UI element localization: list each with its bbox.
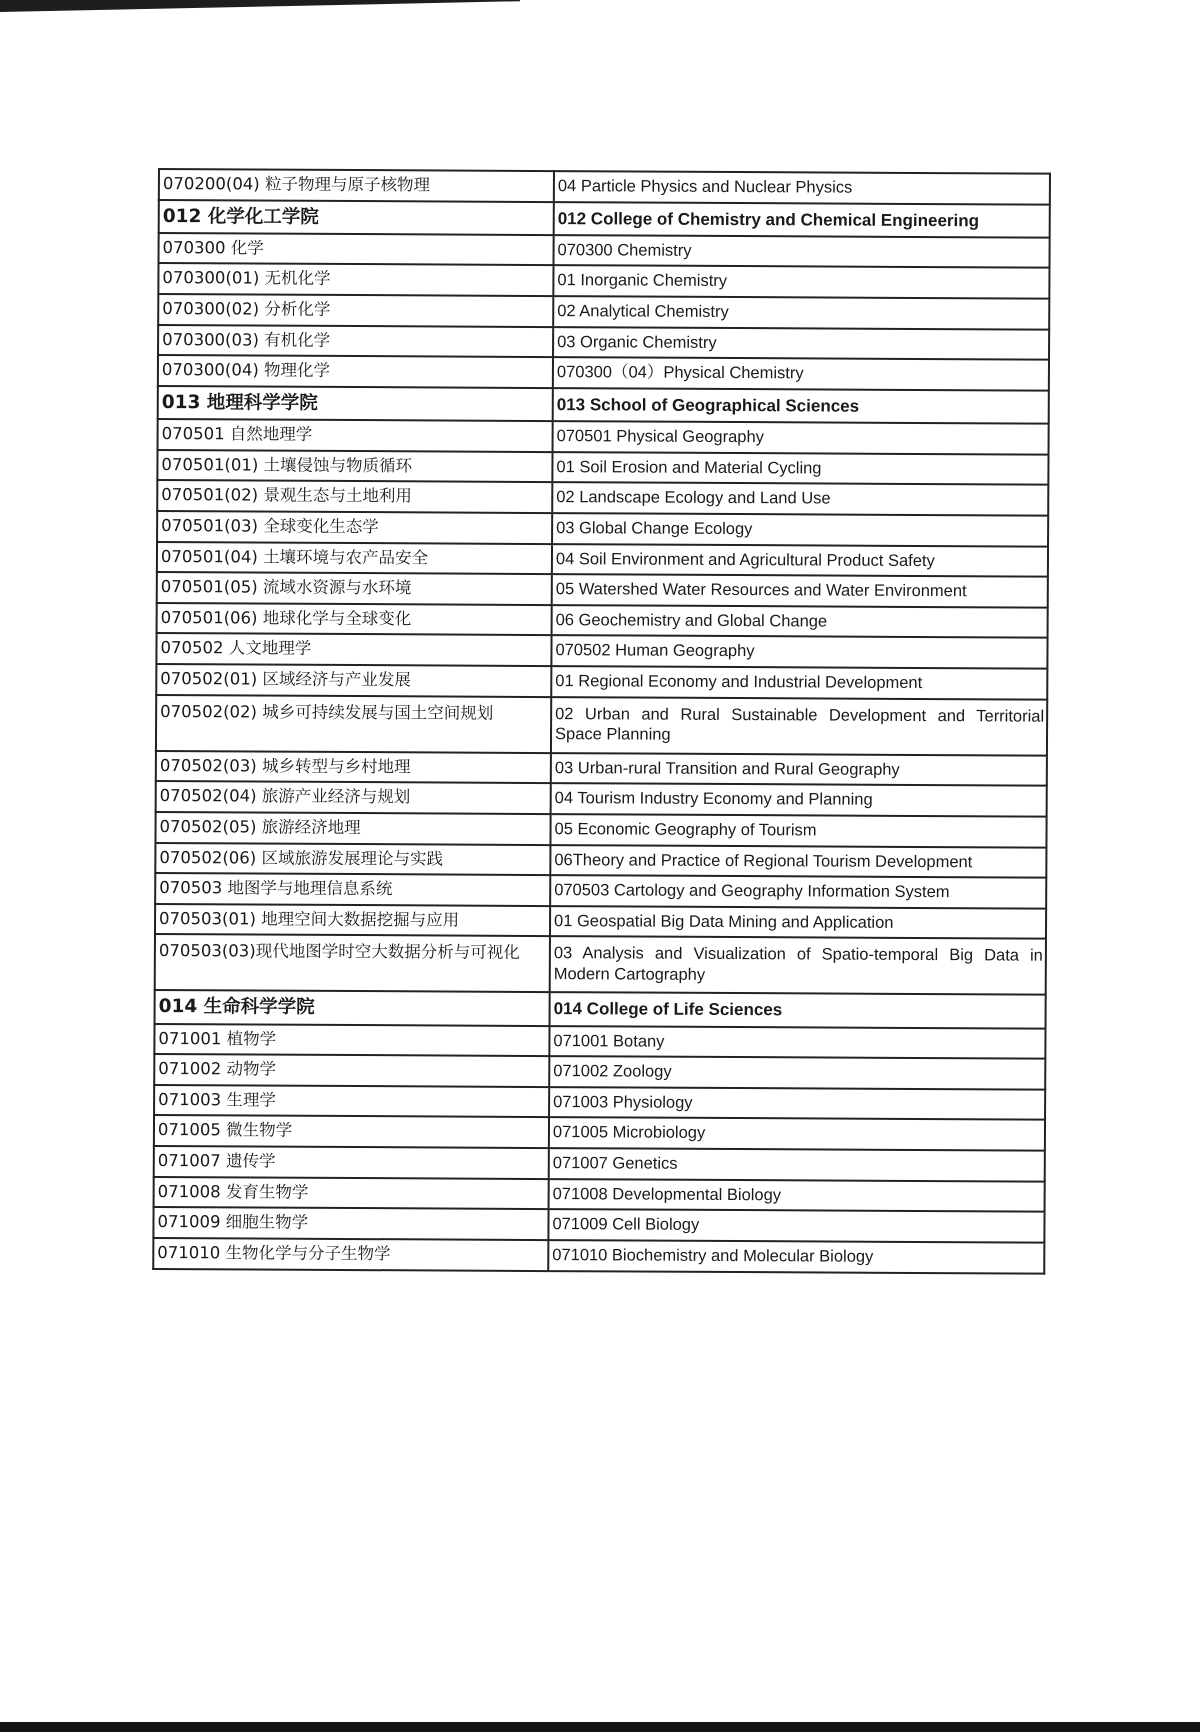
english-name-cell: 01 Geospatial Big Data Mining and Application [550, 906, 1046, 939]
chinese-name-cell: 071009 细胞生物学 [153, 1207, 548, 1240]
chinese-name-cell: 070300 化学 [159, 233, 554, 266]
college-header-row [155, 990, 1046, 1028]
english-name-cell: 014 College of Life Sciences [550, 992, 1046, 1028]
english-name-cell: 071007 Genetics [549, 1148, 1045, 1181]
chinese-name-cell: 070501(04) 土壤环境与农产品安全 [157, 542, 552, 575]
college-header-row [158, 386, 1049, 424]
english-name-cell: 070300（04）Physical Chemistry [553, 357, 1049, 390]
table-row [156, 781, 1047, 816]
table-row [158, 325, 1049, 360]
english-name-cell: 03 Urban-rural Transition and Rural Geography [551, 753, 1047, 786]
program-table [152, 168, 1051, 1274]
english-name-cell: 070502 Human Geography [551, 635, 1047, 668]
table-row [153, 1207, 1044, 1242]
chinese-name-cell: 071010 生物化学与分子生物学 [153, 1238, 548, 1271]
chinese-name-cell: 070200(04) 粒子物理与原子核物理 [159, 169, 554, 202]
english-name-cell: 070300 Chemistry [553, 235, 1049, 268]
scan-edge-bottom [0, 1722, 1200, 1732]
chinese-name-cell: 070300(03) 有机化学 [158, 325, 553, 358]
table-row [155, 812, 1046, 847]
table-row [155, 873, 1046, 908]
english-name-cell: 02 Urban and Rural Sustainable Development and Territorial Space Planning [551, 697, 1047, 756]
table-row [155, 904, 1046, 939]
chinese-name-cell: 070502 人文地理学 [156, 633, 551, 666]
table-row [157, 450, 1048, 485]
table-row [159, 169, 1050, 204]
english-name-cell: 071008 Developmental Biology [549, 1179, 1045, 1212]
college-header-row [159, 200, 1050, 238]
table-row [154, 1177, 1045, 1212]
english-name-cell: 071003 Physiology [549, 1087, 1045, 1120]
table-row [157, 572, 1048, 607]
chinese-name-cell: 070501(03) 全球变化生态学 [157, 511, 552, 544]
english-name-cell: 01 Soil Erosion and Material Cycling [552, 452, 1048, 485]
chinese-name-cell: 070300(01) 无机化学 [158, 263, 553, 296]
chinese-name-cell: 070501(06) 地球化学与全球变化 [157, 603, 552, 636]
english-name-cell: 02 Landscape Ecology and Land Use [552, 482, 1048, 515]
table-row [156, 695, 1047, 756]
table-row [154, 1085, 1045, 1120]
table-row [154, 1023, 1045, 1058]
chinese-name-cell: 070502(04) 旅游产业经济与规划 [156, 781, 551, 814]
chinese-name-cell: 070503(01) 地理空间大数据挖掘与应用 [155, 904, 550, 937]
table-row [154, 1115, 1045, 1150]
english-name-cell: 04 Particle Physics and Nuclear Physics [554, 171, 1050, 204]
english-name-cell: 070501 Physical Geography [553, 421, 1049, 454]
chinese-name-cell: 070501(01) 土壤侵蚀与物质循环 [157, 450, 552, 483]
chinese-name-cell: 012 化学化工学院 [159, 200, 554, 235]
chinese-name-cell: 071005 微生物学 [154, 1115, 549, 1148]
chinese-name-cell: 070502(06) 区域旅游发展理论与实践 [155, 842, 550, 875]
english-name-cell: 03 Global Change Ecology [552, 513, 1048, 546]
chinese-name-cell: 070300(02) 分析化学 [158, 294, 553, 327]
table-row [158, 263, 1049, 298]
chinese-name-cell: 070502(03) 城乡转型与乡村地理 [156, 751, 551, 784]
table-row [156, 664, 1047, 699]
chinese-name-cell: 070502(05) 旅游经济地理 [155, 812, 550, 845]
english-name-cell: 04 Soil Environment and Agricultural Product Safety [552, 544, 1048, 577]
english-name-cell: 03 Analysis and Visualization of Spatio-temporal Big Data in Modern Cartography [550, 936, 1046, 995]
chinese-name-cell: 070501(02) 景观生态与土地利用 [157, 480, 552, 513]
english-name-cell: 01 Regional Economy and Industrial Development [551, 666, 1047, 699]
table-row [154, 1146, 1045, 1181]
chinese-name-cell: 070502(01) 区域经济与产业发展 [156, 664, 551, 697]
chinese-name-cell: 071001 植物学 [154, 1023, 549, 1056]
table-row [158, 419, 1049, 454]
english-name-cell: 070503 Cartology and Geography Information System [550, 875, 1046, 908]
document-page [152, 168, 1051, 1274]
table-row [157, 511, 1048, 546]
chinese-name-cell: 071008 发育生物学 [154, 1177, 549, 1210]
english-name-cell: 06Theory and Practice of Regional Tourism Development [550, 845, 1046, 878]
table-row [154, 1054, 1045, 1089]
table-row [158, 294, 1049, 329]
english-name-cell: 05 Economic Geography of Tourism [550, 814, 1046, 847]
program-table-body [153, 169, 1050, 1273]
english-name-cell: 071009 Cell Biology [548, 1209, 1044, 1242]
english-name-cell: 071005 Microbiology [549, 1117, 1045, 1150]
table-row [155, 934, 1046, 995]
table-row [159, 233, 1050, 268]
english-name-cell: 04 Tourism Industry Economy and Planning [551, 783, 1047, 816]
scan-edge-top [0, 0, 520, 12]
chinese-name-cell: 070501 自然地理学 [158, 419, 553, 452]
chinese-name-cell: 070503(03)现代地图学时空大数据分析与可视化 [155, 934, 550, 992]
english-name-cell: 013 School of Geographical Sciences [553, 388, 1049, 424]
table-row [156, 633, 1047, 668]
english-name-cell: 06 Geochemistry and Global Change [552, 605, 1048, 638]
chinese-name-cell: 070502(02) 城乡可持续发展与国土空间规划 [156, 695, 551, 753]
table-row [155, 842, 1046, 877]
table-row [156, 751, 1047, 786]
english-name-cell: 02 Analytical Chemistry [553, 296, 1049, 329]
chinese-name-cell: 070503 地图学与地理信息系统 [155, 873, 550, 906]
table-row [157, 603, 1048, 638]
chinese-name-cell: 013 地理科学学院 [158, 386, 553, 421]
english-name-cell: 071002 Zoology [549, 1056, 1045, 1089]
english-name-cell: 071001 Botany [549, 1026, 1045, 1059]
english-name-cell: 012 College of Chemistry and Chemical Engineering [554, 202, 1050, 238]
english-name-cell: 03 Organic Chemistry [553, 327, 1049, 360]
chinese-name-cell: 071003 生理学 [154, 1085, 549, 1118]
table-row [158, 355, 1049, 390]
table-row [153, 1238, 1044, 1273]
english-name-cell: 071010 Biochemistry and Molecular Biology [548, 1240, 1044, 1273]
chinese-name-cell: 071007 遗传学 [154, 1146, 549, 1179]
table-row [157, 542, 1048, 577]
chinese-name-cell: 014 生命科学学院 [155, 990, 550, 1025]
english-name-cell: 05 Watershed Water Resources and Water Environment [552, 574, 1048, 607]
chinese-name-cell: 071002 动物学 [154, 1054, 549, 1087]
table-row [157, 480, 1048, 515]
chinese-name-cell: 070501(05) 流域水资源与水环境 [157, 572, 552, 605]
chinese-name-cell: 070300(04) 物理化学 [158, 355, 553, 388]
english-name-cell: 01 Inorganic Chemistry [553, 265, 1049, 298]
